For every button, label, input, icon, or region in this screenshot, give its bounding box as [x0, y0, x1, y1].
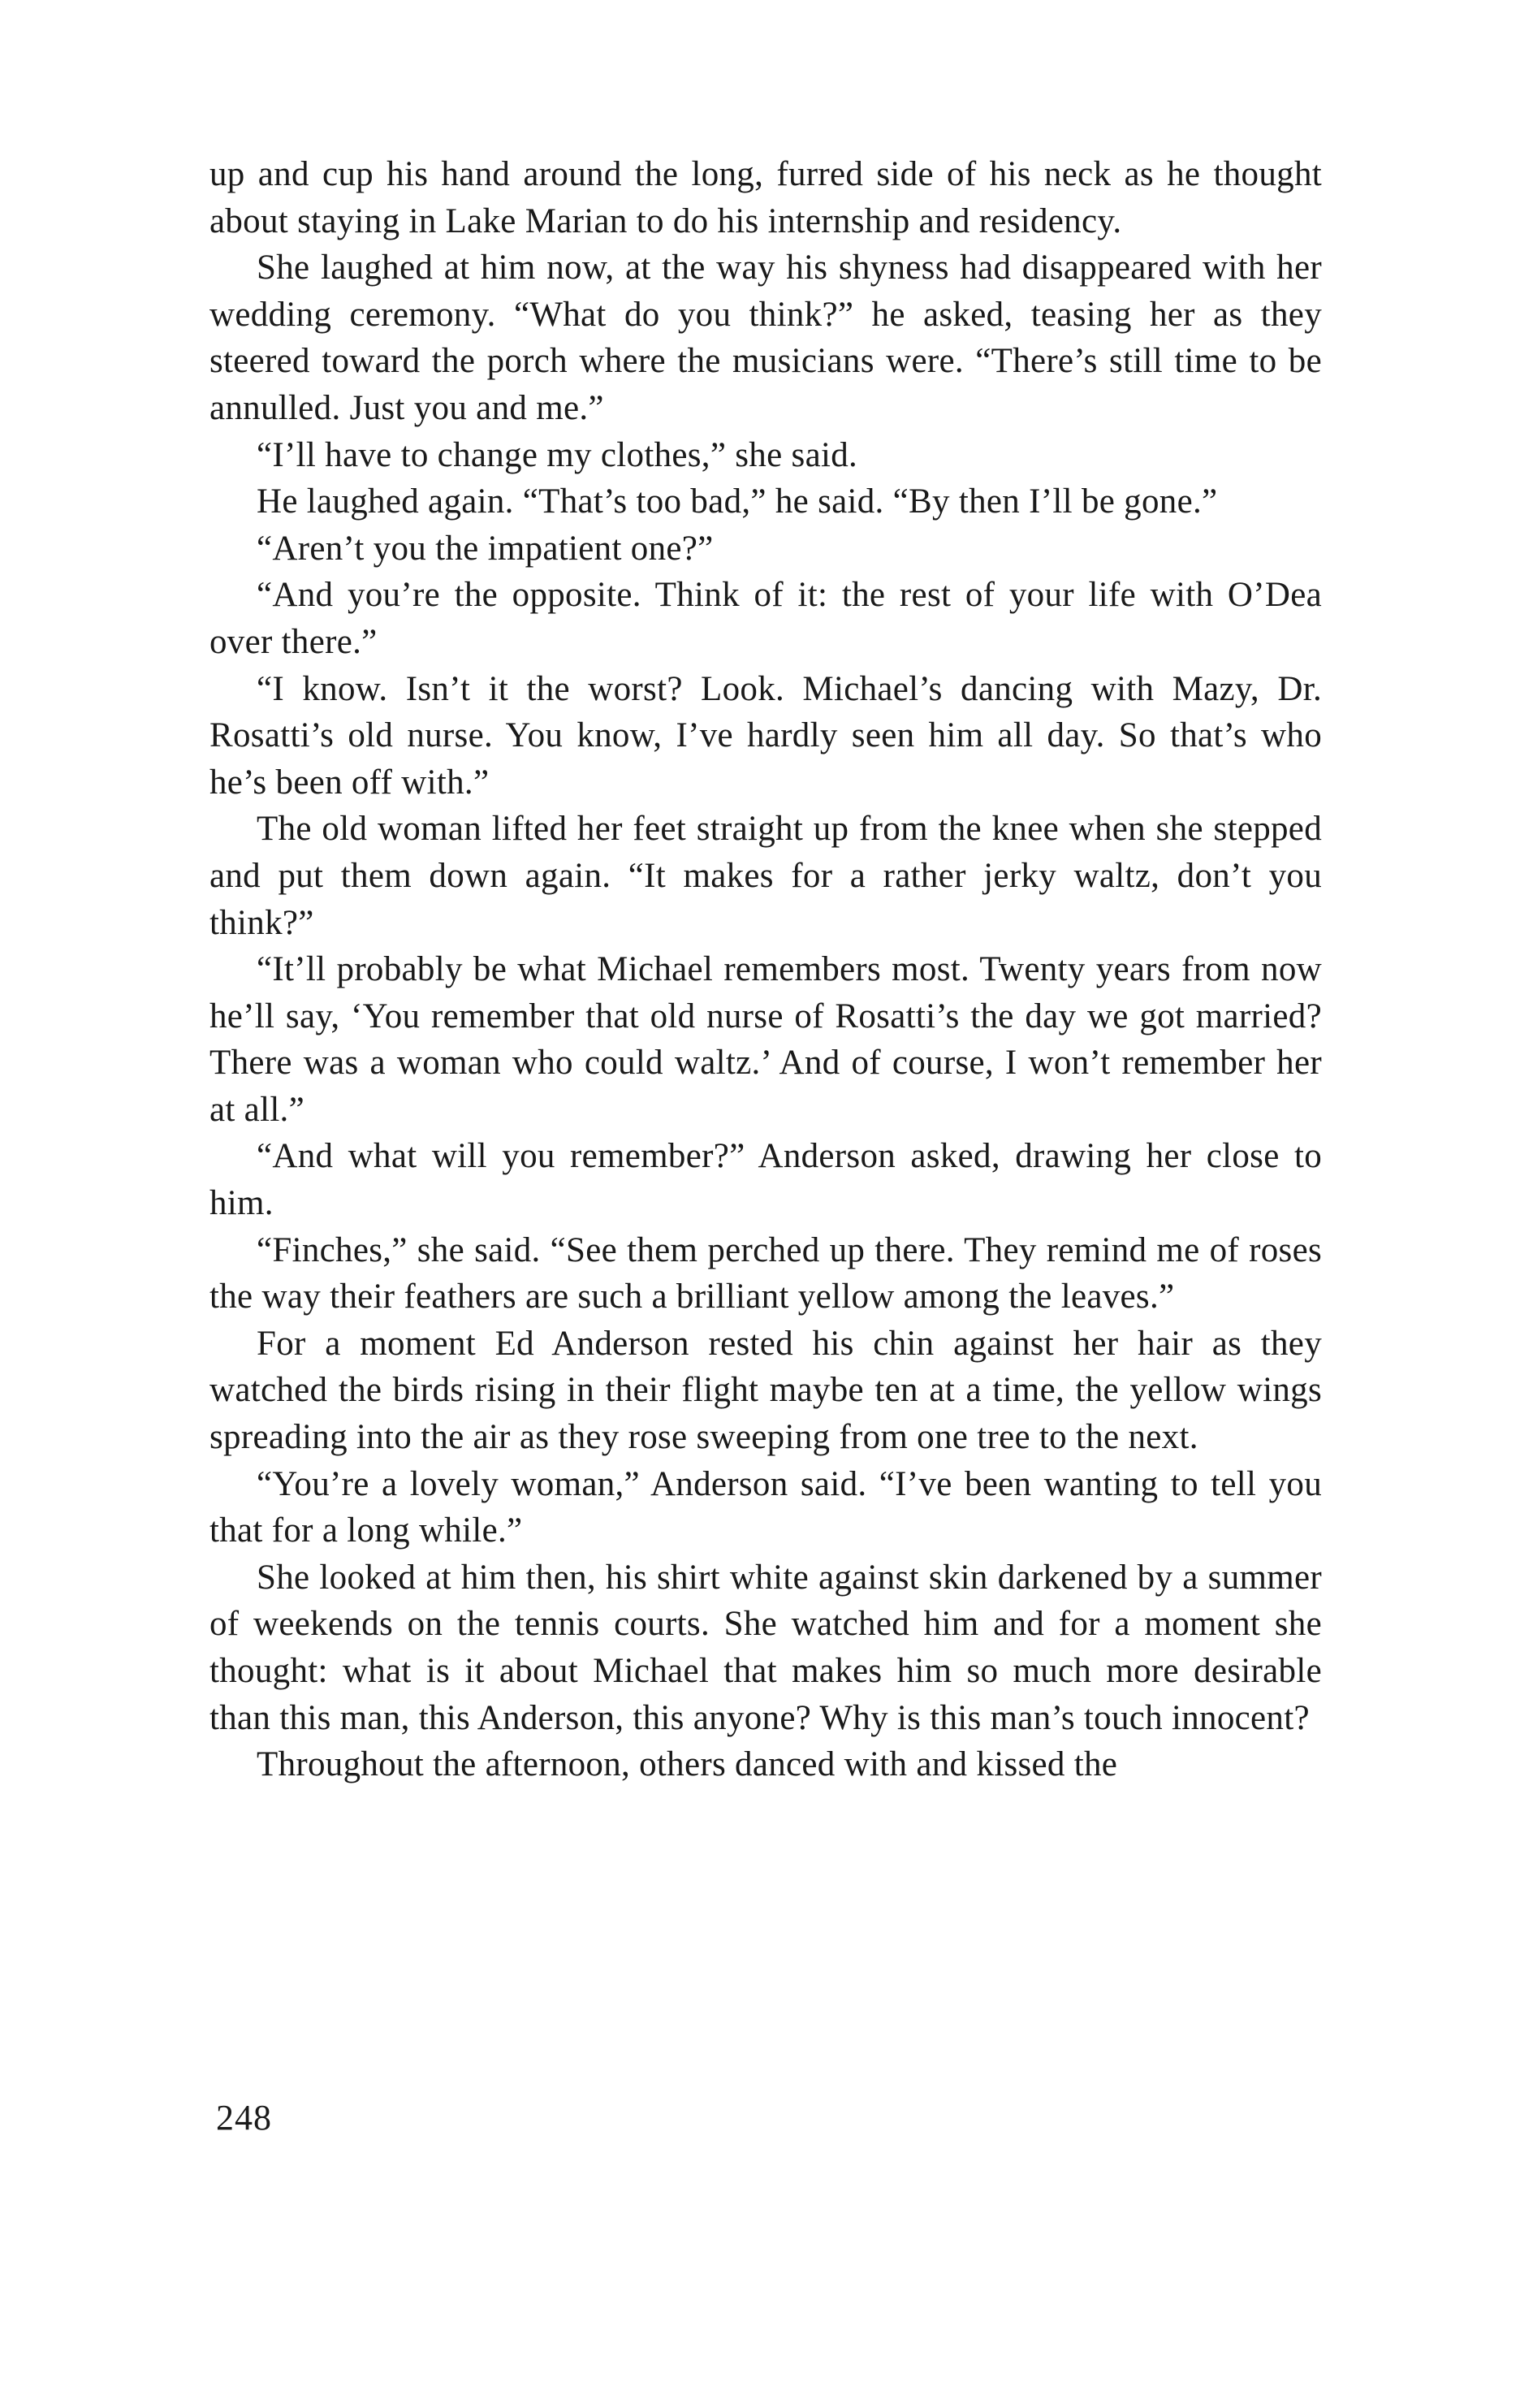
paragraph: “You’re a lovely woman,” Anderson said. “I’ve been wanting to tell you that for a long while.” — [209, 1464, 1322, 1550]
paragraph: Throughout the afternoon, others danced with and kissed the — [257, 1745, 1118, 1784]
paragraph: She laughed at him now, at the way his shyness had disappeared with her wedding ceremony. “What do you think?” he asked, teasing her as they steered toward the porch where the musicians were. “There’s still time to be annulled. Just you and me.” — [209, 249, 1322, 427]
paragraph: “It’ll probably be what Michael remembers most. Twenty years from now he’ll say, ‘You remember that old nurse of Rosatti’s the day we got married? There was a woman who could waltz.’ And of course, I won’t remember her at all.” — [209, 950, 1322, 1129]
paragraph: “Aren’t you the impatient one?” — [257, 529, 714, 568]
paragraph: He laughed again. “That’s too bad,” he said. “By then I’ll be gone.” — [257, 482, 1218, 521]
paragraph: “I know. Isn’t it the worst? Look. Michael’s dancing with Mazy, Dr. Rosatti’s old nurse. You know, I’ve hardly seen him all day. So that’s who he’s been off with.” — [209, 669, 1322, 802]
paragraph: up and cup his hand around the long, furred side of his neck as he thought about staying in Lake Marian to do his internship and residency. — [209, 155, 1322, 240]
paragraph: The old woman lifted her feet straight up from the knee when she stepped and put them down again. “It makes for a rather jerky waltz, don’t you think?” — [209, 810, 1322, 942]
paragraph: She looked at him then, his shirt white against skin darkened by a summer of weekends on the tennis courts. She watched him and for a moment she thought: what is it about Michael that makes him so much more desirable than this man, this Anderson, this anyone? Why is this man’s touch innocent? — [209, 1558, 1322, 1737]
paragraph: “And you’re the opposite. Think of it: the rest of your life with O’Dea over there.” — [209, 576, 1322, 661]
paragraph: “And what will you remember?” Anderson asked, drawing her close to him. — [209, 1137, 1322, 1223]
paragraph: “I’ll have to change my clothes,” she said. — [257, 435, 858, 474]
body-text — [209, 151, 1322, 1788]
paragraph: “Finches,” she said. “See them perched up there. They remind me of roses the way their feathers are such a brilliant yellow among the leaves.” — [209, 1230, 1322, 1316]
page-number: 248 — [216, 2098, 272, 2138]
paragraph: For a moment Ed Anderson rested his chin against her hair as they watched the birds rising in their flight maybe ten at a time, the yellow wings spreading into the air as they rose sweeping from one tree to the next. — [209, 1324, 1322, 1457]
